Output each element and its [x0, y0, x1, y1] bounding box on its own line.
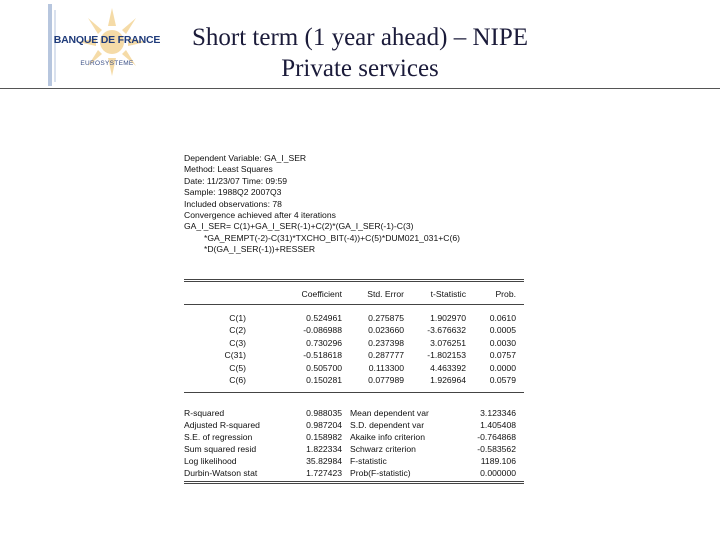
- coef-se: 0.113300: [368, 362, 404, 373]
- coef-coef: 0.150281: [306, 375, 342, 385]
- coef-name: C(1): [229, 313, 246, 323]
- header-line: Convergence achieved after 4 iterations: [184, 210, 336, 220]
- column-header: t-Statistic: [430, 289, 466, 299]
- equation-line: GA_I_SER= C(1)+GA_I_SER(-1)+C(2)*(GA_I_SER(-1)-C(3): [184, 221, 414, 232]
- regression-output: [178, 148, 526, 496]
- column-header: Coefficient: [301, 289, 342, 299]
- stat-label: S.E. of regression: [184, 431, 253, 442]
- title-line-2: Private services: [281, 55, 439, 82]
- stat-value: 0.988035: [306, 408, 342, 418]
- coef-name: C(5): [229, 362, 246, 373]
- coef-p: 0.0030: [489, 337, 516, 348]
- coef-coef: 0.505700: [306, 362, 342, 373]
- logo-name: BANQUE DE FRANCE: [53, 34, 161, 46]
- coef-p: 0.0000: [489, 362, 516, 373]
- coef-coef: 0.730296: [306, 337, 342, 348]
- slide-title: [150, 22, 570, 84]
- column-header: Std. Error: [367, 289, 404, 299]
- coef-se: 0.287777: [368, 350, 404, 361]
- coef-se: 0.023660: [368, 325, 404, 336]
- stat-label: Akaike info criterion: [350, 431, 425, 442]
- title-divider: [0, 88, 720, 89]
- coef-t: 1.902970: [430, 313, 466, 323]
- header-line: Included observations: 78: [184, 198, 282, 209]
- coef-t: -1.802153: [427, 350, 466, 361]
- coef-se: 0.237398: [368, 337, 404, 348]
- stat-label: Durbin-Watson stat: [184, 467, 258, 478]
- coef-se: 0.077989: [368, 375, 404, 385]
- stat-label: Prob(F-statistic): [350, 467, 411, 478]
- stat-label: Schwarz criterion: [350, 443, 416, 454]
- stat-label: Log likelihood: [184, 455, 237, 466]
- coef-coef: 0.524961: [306, 313, 342, 323]
- top-double-rule: [184, 279, 524, 282]
- title-line-1: Short term (1 year ahead) – NIPE: [192, 24, 528, 51]
- stat-label: S.D. dependent var: [350, 419, 425, 430]
- stat-value: 1189.106: [480, 455, 516, 466]
- coef-name: C(31): [224, 350, 246, 361]
- banque-de-france-logo: [20, 0, 160, 88]
- stat-label: Sum squared resid: [184, 443, 257, 454]
- coef-p: 0.0610: [489, 313, 516, 323]
- stat-value: 0.000000: [480, 467, 516, 478]
- stat-value: 3.123346: [480, 408, 516, 418]
- coef-p: 0.0579: [489, 375, 516, 385]
- stat-value: 0.158982: [306, 431, 342, 442]
- stat-label: R-squared: [184, 408, 225, 418]
- header-line: Sample: 1988Q2 2007Q3: [184, 187, 282, 198]
- stat-value: 0.987204: [306, 419, 342, 430]
- stats-rule: [184, 392, 524, 393]
- stat-value: 1.822334: [306, 443, 342, 454]
- stat-label: F-statistic: [350, 455, 387, 466]
- stat-value: 1.727423: [306, 467, 342, 478]
- coef-p: 0.0757: [489, 350, 516, 361]
- bottom-double-rule: [184, 481, 524, 484]
- stat-value: 35.82984: [306, 455, 342, 466]
- coef-t: 1.926964: [430, 375, 466, 385]
- header-line: Date: 11/23/07 Time: 09:59: [184, 175, 288, 186]
- equation-line: *D(GA_I_SER(-1))+RESSER: [204, 244, 316, 255]
- coef-coef: -0.518618: [303, 350, 342, 361]
- coef-se: 0.275875: [368, 313, 404, 323]
- logo-subtitle: EUROSYSTEME: [80, 60, 134, 67]
- equation-line: *GA_REMPT(-2)-C(31)*TXCHO_BIT(-4))+C(5)*DUM021_031+C(6): [204, 232, 460, 243]
- stat-label: Adjusted R-squared: [184, 419, 260, 430]
- coef-t: -3.676632: [427, 325, 466, 336]
- column-header: Prob.: [495, 289, 516, 299]
- stat-value: 1.405408: [480, 419, 516, 430]
- coef-p: 0.0005: [489, 325, 516, 336]
- logo-bar-light: [54, 10, 56, 82]
- coef-name: C(3): [229, 337, 246, 348]
- coef-t: 3.076251: [430, 337, 466, 348]
- coef-t: 4.463392: [430, 362, 466, 373]
- coef-name: C(2): [229, 325, 246, 336]
- stat-label: Mean dependent var: [350, 408, 429, 418]
- coef-coef: -0.086988: [303, 325, 342, 336]
- coef-name: C(6): [229, 375, 246, 385]
- header-line: Method: Least Squares: [184, 164, 273, 175]
- stat-value: -0.764868: [477, 431, 516, 442]
- header-rule: [184, 304, 524, 305]
- sun-emblem-icon: [76, 6, 148, 86]
- header-line: Dependent Variable: GA_I_SER: [184, 153, 307, 163]
- stat-value: -0.583562: [477, 443, 516, 454]
